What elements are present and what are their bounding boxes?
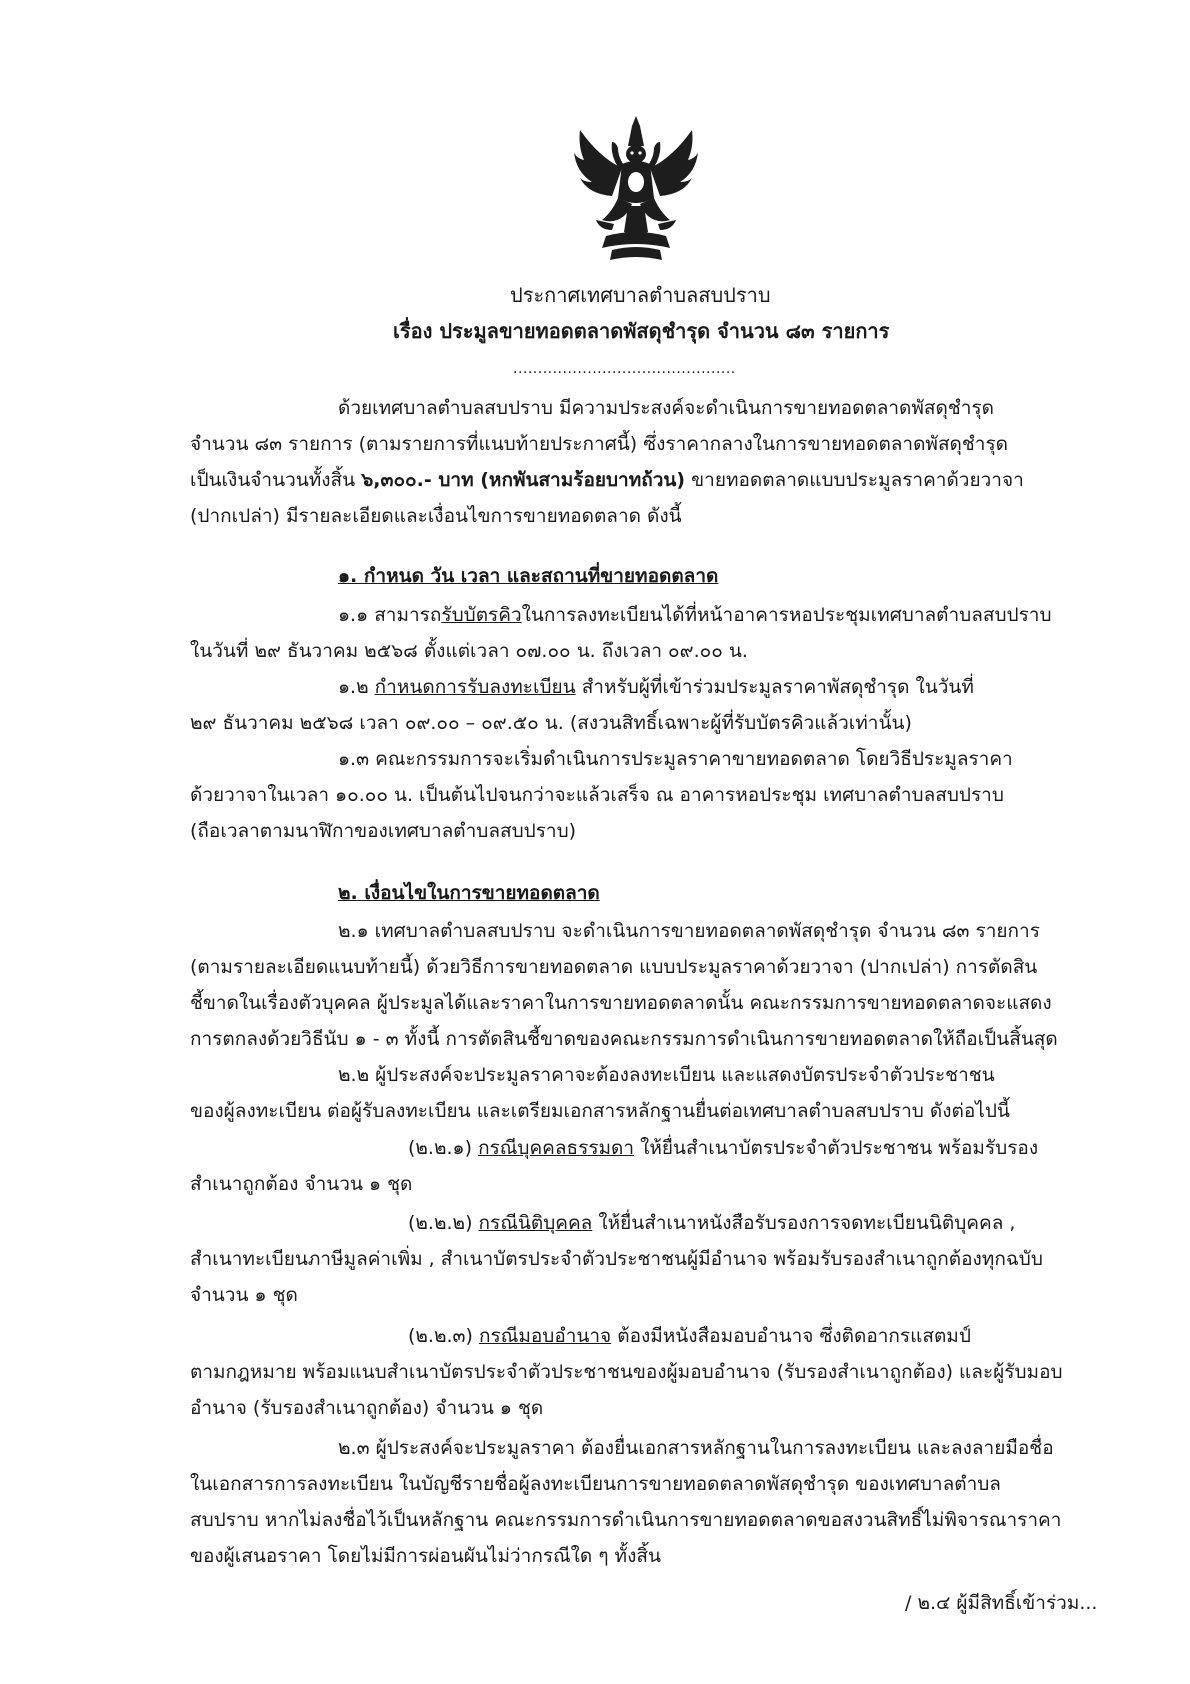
item-2-1-line-3: ชี้ขาดในเรื่องตัวบุคคล ผู้ประมูลได้และราคาในการขายทอดตลาดนั้น คณะกรรมการขายทอดตลาดจะแสดง — [190, 992, 1052, 1014]
item-1-1-rest: ในการลงทะเบียนได้ที่หน้าอาคารหอประชุมเทศบาลตำบลสบปราบ — [521, 604, 1052, 626]
item-1-1-line-1 — [338, 602, 1052, 628]
item-2-2-2-line-1 — [408, 1210, 1015, 1236]
item-2-2-1-underlined: กรณีบุคคลธรรมดา — [478, 1137, 635, 1159]
item-1-3-line-2: ด้วยวาจาในเวลา ๑๐.๐๐ น. เป็นต้นไปจนกว่าจะแล้วเสร็จ ณ อาคารหอประชุม เทศบาลตำบลสบปราบ — [190, 784, 1004, 806]
item-1-1-prefix: ๑.๑ สามารถ — [338, 604, 442, 626]
item-2-3-line-3: สบปราบ หากไม่ลงชื่อไว้เป็นหลักฐาน คณะกรรมการดำเนินการขายทอดตลาดขอสงวนสิทธิ์ไม่พิจารณาราคา — [190, 1509, 1062, 1531]
item-2-2-2-rest: ให้ยื่นสำเนาหนังสือรับรองการจดทะเบียนนิติบุคคล , — [592, 1212, 1016, 1234]
item-2-2-line-2: ของผู้ลงทะเบียน ต่อผู้รับลงทะเบียน และเตรียมเอกสารหลักฐานยื่นต่อเทศบาลตำบลสบปราบ ดังต่อไปนี้ — [190, 1100, 1010, 1122]
intro-line-2: จำนวน ๘๓ รายการ (ตามรายการที่แนบท้ายประกาศนี้) ซึ่งราคากลางในการขายทอดตลาดพัสดุชำรุด — [190, 433, 1009, 455]
item-2-3-line-4: ของผู้เสนอราคา โดยไม่มีการผ่อนผันไม่ว่ากรณีใด ๆ ทั้งสิ้น — [190, 1545, 661, 1567]
item-1-3-line-1: ๑.๓ คณะกรรมการจะเริ่มดำเนินการประมูลราคาขายทอดตลาด โดยวิธีประมูลราคา — [338, 748, 1013, 770]
item-1-1-line-2: ในวันที่ ๒๙ ธันวาคม ๒๕๖๘ ตั้งแต่เวลา ๐๗.๐๐ น. ถึงเวลา ๐๙.๐๐ น. — [190, 640, 748, 662]
item-2-2-3-underlined: กรณีมอบอำนาจ — [478, 1325, 612, 1347]
intro-line-3-start: เป็นเงินจำนวนทั้งสิ้น — [190, 469, 356, 491]
item-2-2-1-number: (๒.๒.๑) — [408, 1137, 479, 1159]
page-continuation: / ๒.๔ ผู้มีสิทธิ์เข้าร่วม... — [905, 1592, 1098, 1614]
item-1-3-line-3: (ถือเวลาตามนาฬิกาของเทศบาลตำบลสบปราบ) — [190, 820, 577, 842]
item-1-2-prefix: ๑.๒ — [338, 676, 375, 698]
item-2-1-line-2: (ตามรายละเอียดแนบท้ายนี้) ด้วยวิธีการขายทอดตลาด แบบประมูลราคาด้วยวาจา (ปากเปล่า) การตัดสิน — [190, 956, 1038, 978]
item-2-2-2-number: (๒.๒.๒) — [408, 1212, 479, 1234]
item-2-2-1-rest: ให้ยื่นสำเนาบัตรประจำตัวประชาชน พร้อมรับรอง — [634, 1137, 1039, 1159]
item-2-3-line-2: ในเอกสารการลงทะเบียน ในบัญชีรายชื่อผู้ลงทะเบียนการขายทอดตลาดพัสดุชำรุด ของเทศบาลตำบล — [190, 1473, 1001, 1495]
section-1-heading: ๑. กำหนด วัน เวลา และสถานที่ขายทอดตลาด — [338, 565, 719, 587]
divider-dots: ............................................. — [513, 361, 736, 377]
section-2-heading: ๒. เงื่อนไขในการขายทอดตลาด — [338, 882, 600, 904]
item-1-2-line-1 — [338, 674, 974, 700]
item-2-2-3-line-1 — [408, 1323, 971, 1349]
item-2-2-1-line-2: สำเนาถูกต้อง จำนวน ๑ ชุด — [190, 1173, 413, 1195]
item-2-2-3-rest: ต้องมีหนังสือมอบอำนาจ ซึ่งติดอากรแสตมป์ — [611, 1325, 971, 1347]
intro-line-1: ด้วยเทศบาลตำบลสบปราบ มีความประสงค์จะดำเนินการขายทอดตลาดพัสดุชำรุด — [338, 397, 994, 419]
item-2-2-1-line-1 — [408, 1135, 1038, 1161]
item-2-2-3-line-3: อำนาจ (รับรองสำเนาถูกต้อง) จำนวน ๑ ชุด — [190, 1397, 544, 1419]
intro-line-3 — [190, 467, 1024, 493]
item-1-2-underlined: กำหนดการรับลงทะเบียน — [374, 676, 576, 698]
item-2-2-3-number: (๒.๒.๓) — [408, 1325, 479, 1347]
garuda-emblem-icon — [572, 112, 700, 267]
item-2-3-line-1: ๒.๓ ผู้ประสงค์จะประมูลราคา ต้องยื่นเอกสารหลักฐานในการลงทะเบียน และลงลายมือชื่อ — [338, 1437, 1054, 1459]
announcement-subject: เรื่อง ประมูลขายทอดตลาดพัสดุชำรุด จำนวน ๘๓ รายการ — [393, 319, 890, 343]
item-2-1-line-1: ๒.๑ เทศบาลตำบลสบปราบ จะดำเนินการขายทอดตลาดพัสดุชำรุด จำนวน ๘๓ รายการ — [338, 920, 1040, 942]
announcement-title: ประกาศเทศบาลตำบลสบปราบ — [510, 283, 771, 307]
item-2-2-3-line-2: ตามกฎหมาย พร้อมแนบสำเนาบัตรประจำตัวประชาชนของผู้มอบอำนาจ (รับรองสำเนาถูกต้อง) และผู้รับมอบ — [190, 1361, 1063, 1383]
item-1-2-rest: สำหรับผู้ที่เข้าร่วมประมูลราคาพัสดุชำรุด ในวันที่ — [575, 676, 974, 698]
item-2-2-2-underlined: กรณีนิติบุคคล — [478, 1212, 593, 1234]
item-1-2-line-2: ๒๙ ธันวาคม ๒๕๖๘ เวลา ๐๙.๐๐ – ๐๙.๕๐ น. (สงวนสิทธิ์เฉพาะผู้ที่รับบัตรคิวแล้วเท่านั้น) — [190, 712, 912, 734]
item-2-1-line-4: การตกลงด้วยวิธีนับ ๑ - ๓ ทั้งนี้ การตัดสินชี้ขาดของคณะกรรมการดำเนินการขายทอดตลาดให้ถือเป็นสิ้นสุด — [190, 1028, 1058, 1050]
intro-line-4: (ปากเปล่า) มีรายละเอียดและเงื่อนไขการขายทอดตลาด ดังนี้ — [190, 505, 682, 527]
reference-price: ๖,๓๐๐.- บาท (หกพันสามร้อยบาทถ้วน) — [361, 469, 686, 491]
item-2-2-2-line-3: จำนวน ๑ ชุด — [190, 1284, 298, 1306]
item-2-2-2-line-2: สำเนาทะเบียนภาษีมูลค่าเพิ่ม , สำเนาบัตรประจำตัวประชาชนผู้มีอำนาจ พร้อมรับรองสำเนาถูกต้องทุกฉบับ — [190, 1248, 1043, 1270]
intro-line-3-end: ขายทอดตลาดแบบประมูลราคาด้วยวาจา — [691, 469, 1024, 491]
item-1-1-underlined: รับบัตรคิว — [441, 604, 522, 626]
item-2-2-line-1: ๒.๒ ผู้ประสงค์จะประมูลราคาจะต้องลงทะเบียน และแสดงบัตรประจำตัวประชาชน — [338, 1064, 995, 1086]
